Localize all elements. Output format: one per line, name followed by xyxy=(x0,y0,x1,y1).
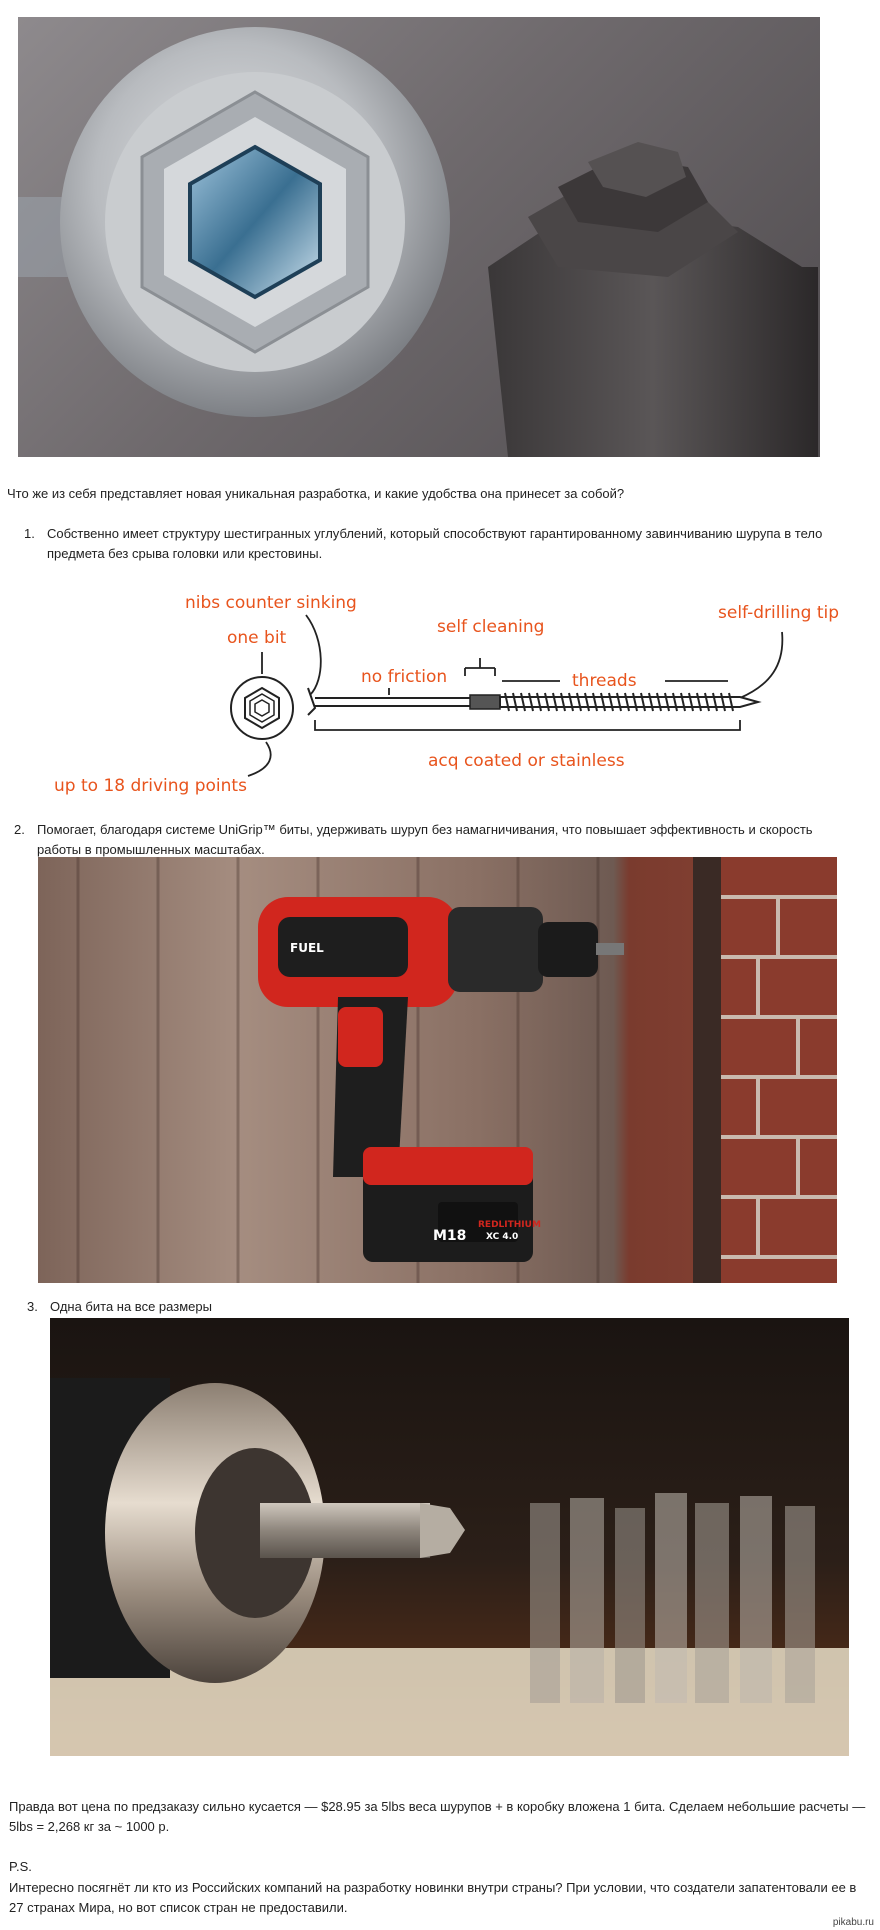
label-no-friction: no friction xyxy=(361,667,448,687)
list-item-number-1: 1. xyxy=(24,526,35,541)
drill-brand-label: FUEL xyxy=(290,941,324,955)
drill-illustration xyxy=(38,857,837,1283)
drill-photo xyxy=(38,857,837,1283)
battery-label: M18 xyxy=(433,1228,467,1244)
battery-xc-label: XC 4.0 xyxy=(486,1232,519,1242)
screw-diagram-svg xyxy=(40,580,840,800)
ps-paragraph: Интересно посягнёт ли кто из Российских компаний на разработку новинки внутри страны? При условии, что создатели запатентовали ее в 27 странах Мира, но вот список стран не предоставили. xyxy=(9,1880,857,1915)
watermark: pikabu.ru xyxy=(832,1917,874,1928)
label-self-drilling: self-drilling tip xyxy=(718,603,840,623)
ps-label: P.S. xyxy=(9,1859,32,1874)
label-coated: acq coated or stainless xyxy=(428,751,625,771)
screw-head-illustration xyxy=(18,17,820,457)
label-self-cleaning: self cleaning xyxy=(437,617,545,637)
screw-drawing xyxy=(308,688,758,715)
price-paragraph: Правда вот цена по предзаказу сильно кусается — $28.95 за 5lbs веса шурупов + в коробку вложена 1 бита. Сделаем небольшие расчеты — 5lbs = 2,268 кг за ~ 1000 р. xyxy=(9,1799,866,1834)
intro-question: Что же из себя представляет новая уникальная разработка, и какие удобства она принесет за собой? xyxy=(7,486,625,501)
list-item-text-1: Собственно имеет структуру шестигранных углублений, который способствуют гарантированному завинчиванию шурупа в тело предмета без срыва головки или крестовины. xyxy=(47,526,823,561)
list-item-number-2: 2. xyxy=(14,822,25,837)
screw-diagram xyxy=(40,580,840,800)
drill-body xyxy=(258,897,624,1262)
list-item-text-3: Одна бита на все размеры xyxy=(50,1299,212,1314)
list-item-number-3: 3. xyxy=(27,1299,38,1314)
label-driving-points: up to 18 driving points xyxy=(54,776,247,796)
label-one-bit: one bit xyxy=(227,628,287,648)
list-item-text-2: Помогает, благодаря системе UniGrip™ биты, удерживать шуруп без намагничивания, что повышает эффективность и скорость работы в промышленных масштабах. xyxy=(37,822,813,857)
battery-sub-label: REDLITHIUM xyxy=(478,1220,541,1230)
hex-head-icon xyxy=(231,677,293,739)
screw-head-photo xyxy=(18,17,820,457)
label-nibs: nibs counter sinking xyxy=(185,593,357,613)
bit-chuck-illustration xyxy=(50,1318,849,1756)
bit-chuck-photo xyxy=(50,1318,849,1756)
label-threads: threads xyxy=(572,671,637,691)
